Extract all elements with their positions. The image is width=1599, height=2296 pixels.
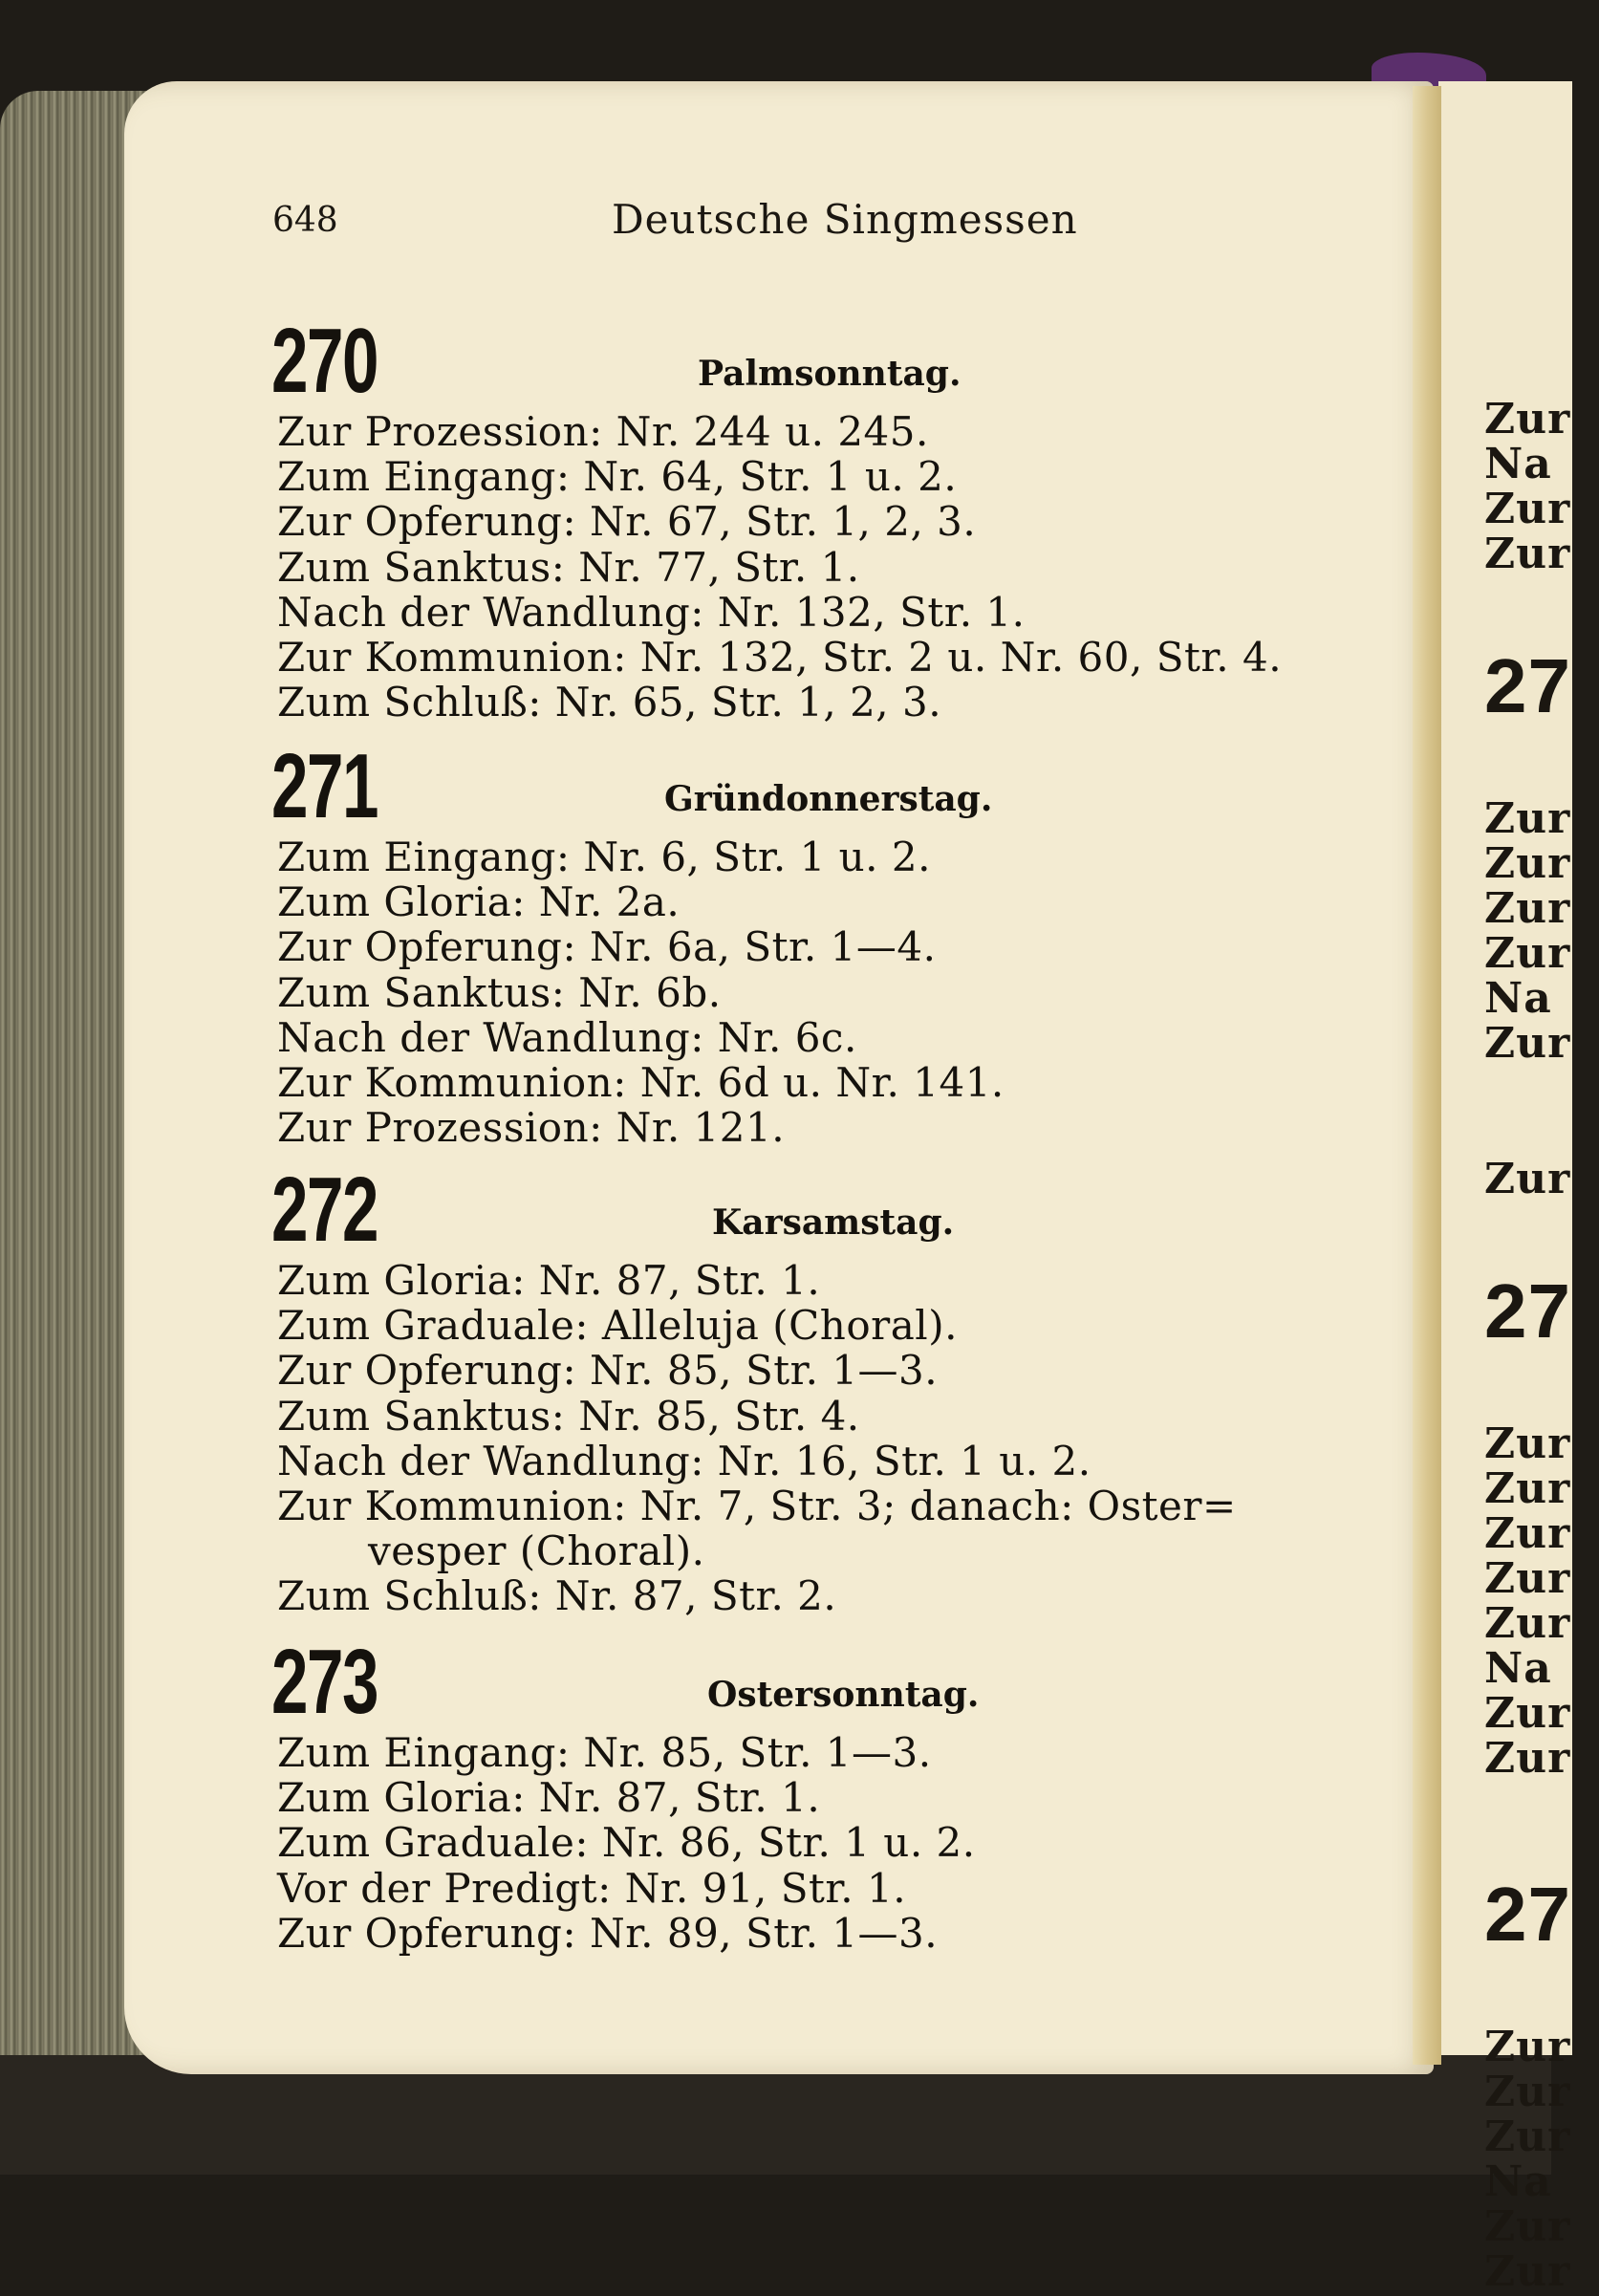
list-item: Zum Graduale: Alleluja (Choral). [277,1302,958,1350]
next-page-fragment: 27 [1484,1872,1571,1957]
list-item: Zum Schluß: Nr. 87, Str. 2. [277,1572,837,1620]
next-page-fragment: Zur [1484,1155,1571,1203]
list-item: Zur Kommunion: Nr. 132, Str. 2 u. Nr. 60, Str. 4. [277,634,1283,682]
spacer [1484,576,1599,643]
next-page-fragment: Na [1484,974,1552,1023]
next-page-fragment: Zur [1484,1599,1571,1648]
list-item: Zum Sanktus: Nr. 6b. [277,968,722,1016]
spacer [1484,1066,1599,1157]
section-lines [277,834,1386,1150]
page-gutter [1413,86,1441,2065]
list-item: Zum Gloria: Nr. 2a. [277,878,681,926]
list-item: Zur Opferung: Nr. 85, Str. 1—3. [277,1347,939,1395]
section-title: Karsamstag. [712,1202,955,1243]
next-page-fragment: Zur [1484,530,1571,578]
next-page-fragment: Na [1484,1644,1552,1693]
next-page-fragment: Zur [1484,1689,1571,1738]
next-page-fragment: Zur [1484,839,1571,888]
list-item: Zur Prozession: Nr. 244 u. 245. [277,408,929,455]
next-page-fragment: Na [1484,2157,1552,2206]
section-number: 273 [271,1631,378,1733]
list-item: Zum Eingang: Nr. 6, Str. 1 u. 2. [277,834,931,880]
next-page-fragment: 27 [1484,1268,1571,1354]
next-page-fragment: Zur [1484,1019,1571,1068]
spacer [1484,1781,1599,1872]
list-item: Zum Gloria: Nr. 87, Str. 1. [277,1257,821,1304]
list-item: Zum Sanktus: Nr. 77, Str. 1. [277,543,860,591]
spacer [1484,1958,1599,2025]
next-page-fragment: Zur [1484,1419,1571,1468]
next-page-fragment: Zur [1484,2202,1571,2251]
list-item: Zum Schluß: Nr. 65, Str. 1, 2, 3. [277,679,942,726]
next-page-fragment: Zur [1484,929,1571,978]
section-number: 271 [271,735,378,837]
list-item: Zum Gloria: Nr. 87, Str. 1. [277,1774,821,1822]
next-page-fragment: Zur [1484,395,1571,444]
next-page-fragment: Zur [1484,794,1571,843]
list-item: Zur Opferung: Nr. 89, Str. 1—3. [277,1909,939,1957]
next-page-fragment: Na [1484,440,1552,488]
page-number: 648 [272,201,338,240]
next-page-fragment: Zur [1484,485,1571,533]
list-item: Nach der Wandlung: Nr. 132, Str. 1. [277,588,1026,636]
next-page-fragment: Zur [1484,2068,1571,2116]
spacer [1484,1202,1599,1268]
list-item: Zur Opferung: Nr. 6a, Str. 1—4. [277,923,937,971]
section-lines [277,1258,1386,1619]
list-item: Zur Opferung: Nr. 67, Str. 1, 2, 3. [277,498,977,546]
section-number: 272 [271,1159,378,1261]
section-title: Palmsonntag. [698,354,962,394]
list-item: Zur Prozession: Nr. 121. [277,1104,786,1152]
next-page-fragment: 27 [1484,643,1571,728]
section-number: 270 [271,310,378,412]
list-item: Zur Kommunion: Nr. 6d u. Nr. 141. [277,1059,1005,1107]
list-item: Nach der Wandlung: Nr. 16, Str. 1 u. 2. [277,1437,1091,1484]
section-lines [277,409,1386,725]
spacer [1484,729,1599,796]
next-page-fragment: Zur [1484,1734,1571,1783]
next-page-fragment: Zur [1484,2023,1571,2071]
list-item-continuation: vesper (Choral). [368,1527,705,1575]
list-item: Zum Graduale: Nr. 86, Str. 1 u. 2. [277,1819,976,1867]
section-title: Gründonnerstag. [664,779,993,819]
next-page-fragment: Zur [1484,884,1571,933]
spacer [1484,1354,1599,1421]
list-item: Vor der Predigt: Nr. 91, Str. 1. [277,1864,907,1912]
running-title: Deutsche Singmessen [612,196,1078,243]
next-page-fragment: Zur [1484,2247,1571,2296]
next-page-fragment: Zur [1484,2112,1571,2161]
next-page-fragment: Zur [1484,1554,1571,1603]
section-lines [277,1730,1386,1956]
list-item: Zum Eingang: Nr. 64, Str. 1 u. 2. [277,453,958,501]
next-page-fragment: Zur [1484,1509,1571,1558]
list-item: Nach der Wandlung: Nr. 6c. [277,1013,857,1061]
section-title: Ostersonntag. [707,1675,980,1715]
list-item: Zum Sanktus: Nr. 85, Str. 4. [277,1392,860,1440]
list-item: Zur Kommunion: Nr. 7, Str. 3; danach: Oster= [277,1483,1237,1530]
next-page-fragment: Zur [1484,1464,1571,1513]
next-page-text-fragments [1484,397,1599,2294]
list-item: Zum Eingang: Nr. 85, Str. 1—3. [277,1729,932,1776]
next-page-edge [1438,81,1572,2296]
